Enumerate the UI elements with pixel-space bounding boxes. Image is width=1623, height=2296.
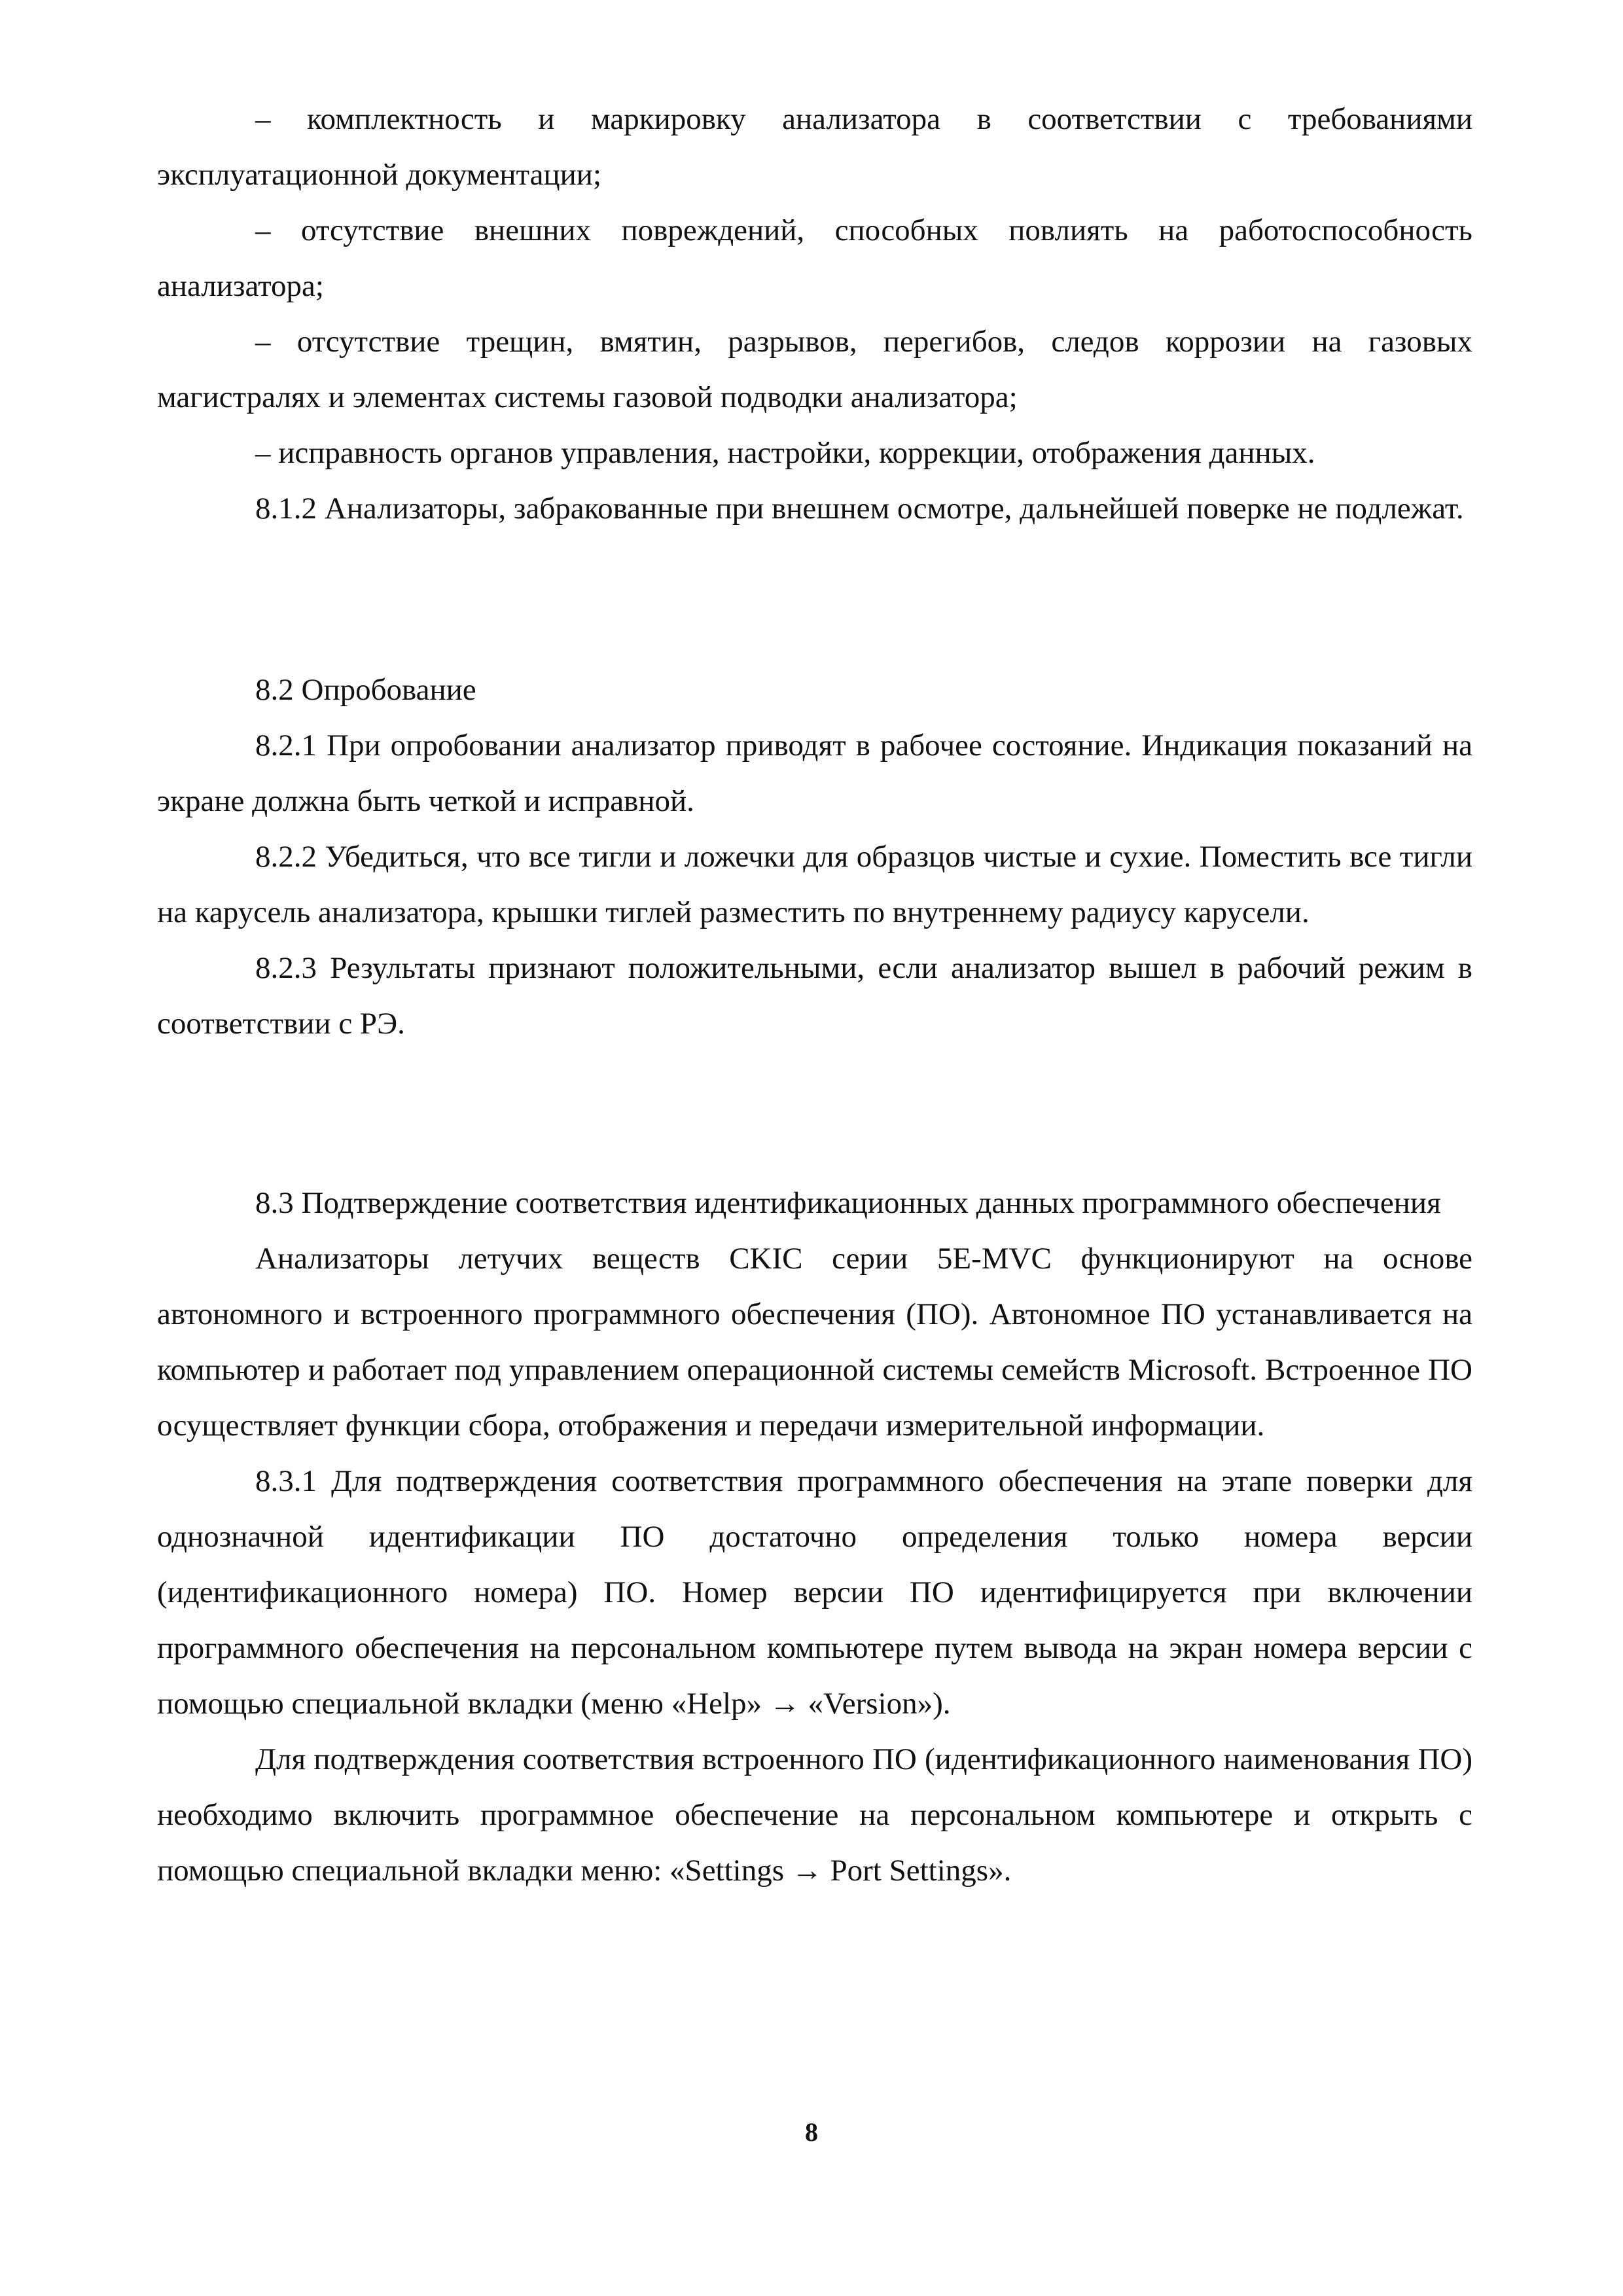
section-8-3 [157, 1175, 1472, 1899]
heading-8-2: 8.2 Опробование [255, 673, 476, 707]
bullet-completeness: – комплектность и маркировку анализатора в соответствии с требованиями эксплуатационной документации; [157, 102, 1472, 192]
paragraph-8-2-3: 8.2.3 Результаты признают положительными, если анализатор вышел в рабочий режим в соответствии с РЭ. [157, 951, 1472, 1041]
bullet-controls: – исправность органов управления, настройки, коррекции, отображения данных. [255, 436, 1315, 470]
bullet-no-damage: – отсутствие внешних повреждений, способных повлиять на работоспособность анализатора; [157, 213, 1472, 303]
page-number: 8 [805, 2117, 818, 2147]
paragraph-8-1-2: 8.1.2 Анализаторы, забракованные при внешнем осмотре, дальнейшей поверке не подлежат. [255, 492, 1464, 526]
inspection-checklist [157, 92, 1472, 537]
paragraph-8-3-1: 8.3.1 Для подтверждения соответствия программного обеспечения на этапе поверки для однозначной идентификации ПО достаточно определения только номера версии (идентификационного номера) ПО. Номер версии ПО идентифицируется при включении программного обеспечения на персональном компьютере путем вывода на экран номера версии с помощью специальной вкладки (меню «Help» → «Version»). [157, 1464, 1472, 1721]
heading-8-3: 8.3 Подтверждение соответствия идентификационных данных программного обеспечения [255, 1186, 1441, 1220]
paragraph-builtin-software: Для подтверждения соответствия встроенного ПО (идентификационного наименования ПО) необходимо включить программное обеспечение на персональном компьютере и открыть с помощью специальной вкладки меню: «Settings → Port Settings». [157, 1742, 1472, 1888]
paragraph-8-2-2: 8.2.2 Убедиться, что все тигли и ложечки для образцов чистые и сухие. Поместить все тигли на карусель анализатора, крышки тиглей разместить по внутреннему радиусу карусели. [157, 840, 1472, 929]
bullet-no-cracks: – отсутствие трещин, вмятин, разрывов, перегибов, следов коррозии на газовых магистралях и элементах системы газовой подводки анализатора; [157, 325, 1472, 414]
section-8-2 [157, 662, 1472, 1052]
paragraph-8-3-intro: Анализаторы летучих веществ CKIC серии 5E-MVC функционируют на основе автономного и встроенного программного обеспечения (ПО). Автономное ПО устанавливается на компьютер и работает под управлением операционной системы семейств Microsoft. Встроенное ПО осуществляет функции сбора, отображения и передачи измерительной информации. [157, 1242, 1472, 1443]
paragraph-8-2-1: 8.2.1 При опробовании анализатор приводят в рабочее состояние. Индикация показаний на экране должна быть четкой и исправной. [157, 728, 1472, 818]
